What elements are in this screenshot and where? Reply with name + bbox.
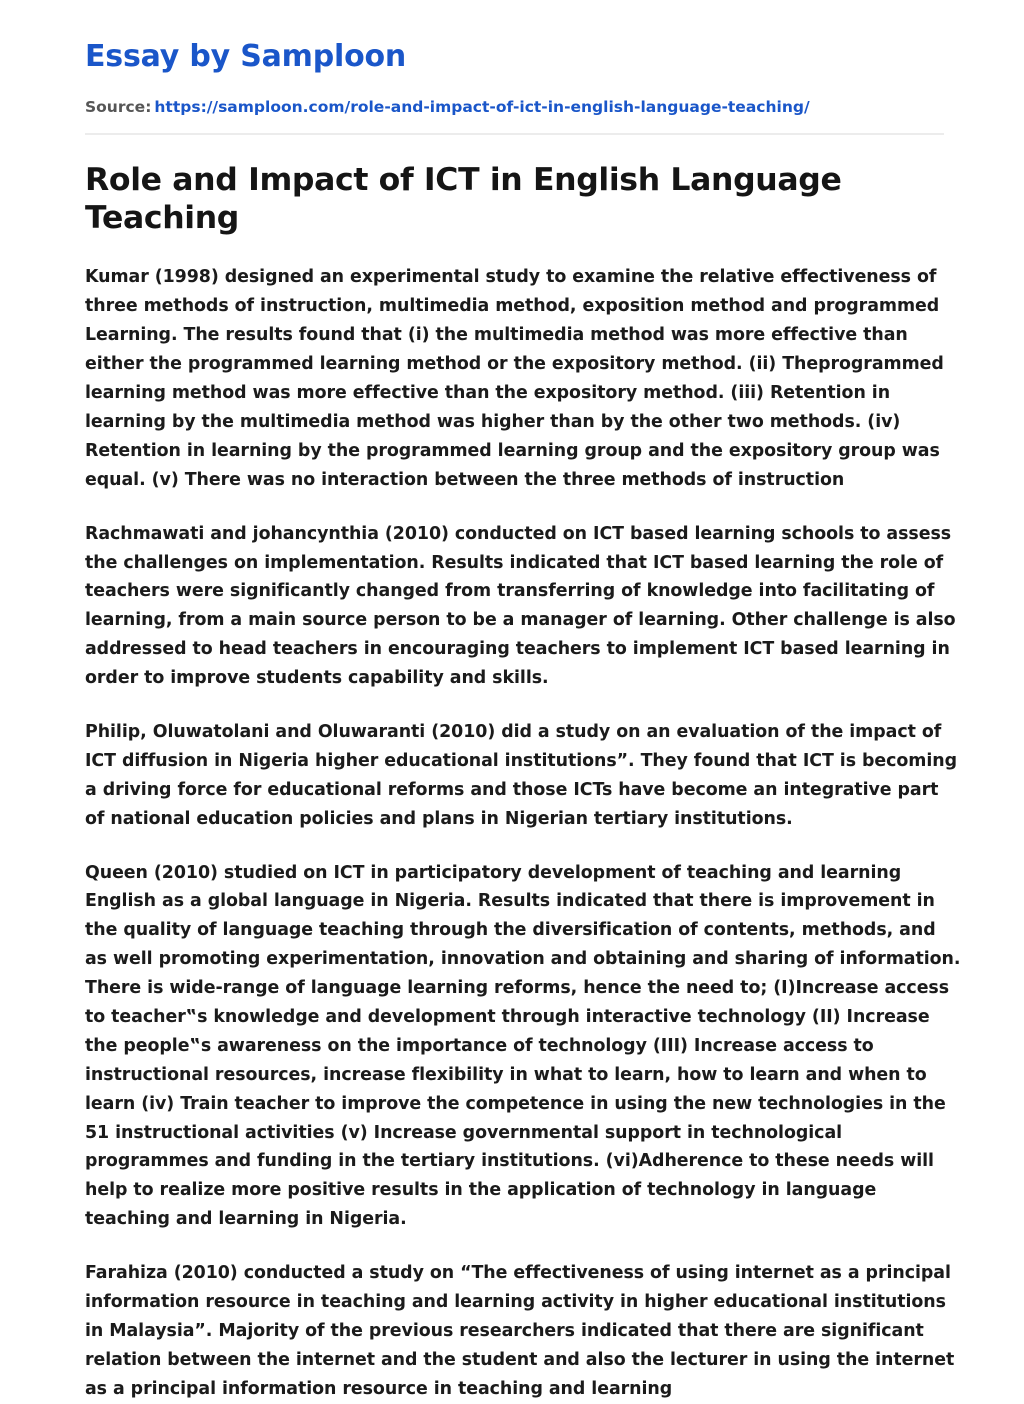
site-logo[interactable]: Essay by Samploon [85, 39, 407, 74]
body-paragraph: Farahiza (2010) conducted a study on “The effectiveness of using internet as a principal information resource in teaching and learning activity in higher educational institutions in Malaysia”. Majority of the previous researchers indicated that there are significant relation between the internet and the student and also the lecturer in using the internet as a principal information resource in teaching and learning [85, 1263, 955, 1399]
source-label: Source: [85, 97, 152, 116]
body-paragraph: Kumar (1998) designed an experimental study to examine the relative effectiveness of three methods of instruction, multimedia method, exposition method and programmed Learning. The results found that (i) the multimedia method was more effective than either the programmed learning method or the expository method. (ii) Theprogrammed learning method was more effective than the expository method. (iii) Retention in learning by the multimedia method was higher than by the other two methods. (iv) Retention in learning by the programmed learning group and the expository group was equal. (v) There was no interaction between the three methods of instruction [85, 267, 944, 490]
page-title: Role and Impact of ICT in English Language Teaching [85, 161, 842, 237]
body-paragraph: Queen (2010) studied on ICT in participatory development of teaching and learning English as a global language in Nigeria. Results indicated that there is improvement in the quality of language teaching through the diversification of contents, methods, and as well promoting experimentation, innovation and obtaining and sharing of information. There is wide-range of language learning reforms, hence the need to; (I)Increase access to teacher‟s knowledge and development through interactive technology (II) Increase the people‟s awareness on the importance of technology (III) Increase access to instructional resources, increase flexibility in what to learn, how to learn and when to learn (iv) Train teacher to improve the competence in using the new technologies in the 51 instructional activities (v) Increase governmental support in technological programmes and funding in the tertiary institutions. (vi)Adherence to these needs will help to realize more positive results in the application of technology in language teaching and learning in Nigeria. [85, 862, 961, 1230]
source-line [85, 97, 966, 117]
header-divider [85, 133, 944, 135]
source-url-link[interactable]: https://samploon.com/role-and-impact-of-ict-in-english-language-teaching/ [154, 97, 810, 116]
body-paragraph: Rachmawati and johancynthia (2010) conducted on ICT based learning schools to assess the challenges on implementation. Results indicated that ICT based learning the role of teachers were significantly changed from transferring of knowledge into facilitating of learning, from a main source person to be a manager of learning. Other challenge is also addressed to head teachers in encouraging teachers to implement ICT based learning in order to improve students capability and skills. [85, 523, 956, 689]
page-header [85, 36, 966, 135]
body-paragraph: Philip, Oluwatolani and Oluwaranti (2010) did a study on an evaluation of the impact of ICT diffusion in Nigeria higher educational institutions”. They found that ICT is becoming a driving force for educational reforms and those ICTs have become an integrative part of national education policies and plans in Nigerian tertiary institutions. [85, 721, 958, 829]
article-body [85, 263, 966, 1403]
